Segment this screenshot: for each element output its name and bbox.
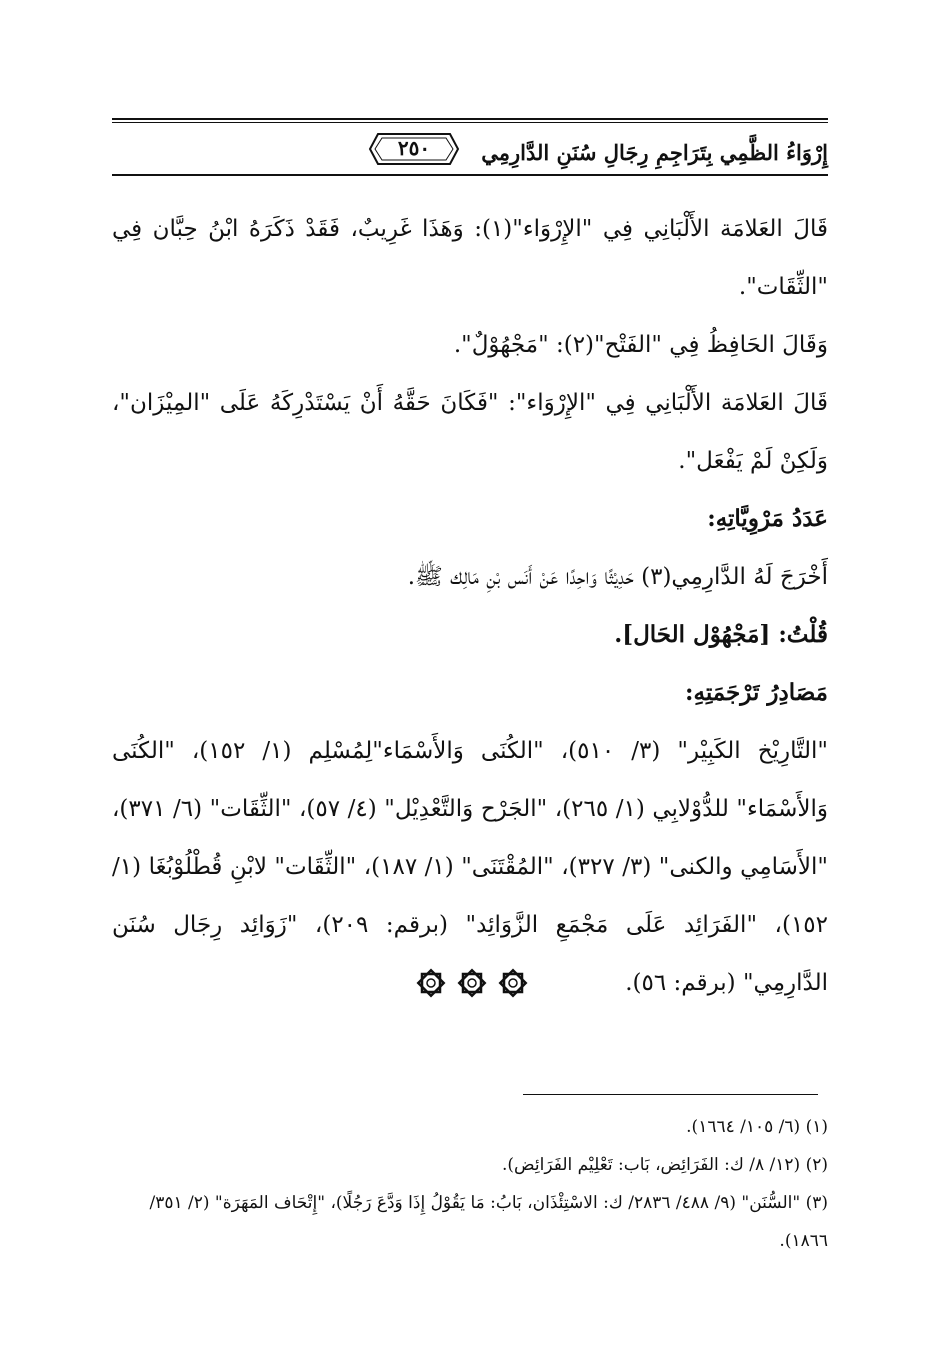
main-text <box>112 200 828 1012</box>
verdict-label: قُلْتُ: <box>778 621 828 648</box>
paragraph-hafiz-fath: وَقَالَ الحَافِظُ فِي "الفَتْح"(٢): "مَجْهُوْلٌ". <box>453 332 828 358</box>
paragraph-albani-quote: قَالَ العَلامَة الأَلْبَانِي فِي "الإِرْوَاء"(١): وَهَذَا غَرِيبٌ، فَقَدْ ذَكَرَهُ ابْنُ حِبَّان فِي "الثِّقَات". <box>112 216 828 300</box>
footnote-3: (٣) "السُّنَن" (٩/ ٤٨٨/ ٢٨٣٦/ ك: الاسْتِئْذَان، بَابُ: مَا يَقُوْلُ إِذَا وَدَّعَ رَجُلًا)، "إِتْحَاف المَهَرَة" (٢/ ٣٥١/ ١٨٦٦). <box>149 1193 828 1251</box>
footnote-2: (٢) (١٢/ ٨/ ك: الفَرَائِض، بَاب: تَعْلِيْم الفَرَائِض). <box>502 1155 828 1175</box>
footnote-1: (١) (٦/ ١٠٥/ ١٦٦٤). <box>686 1117 828 1137</box>
page-number: ٢٥٠ <box>397 136 431 160</box>
eight-point-star-icon <box>498 968 528 998</box>
page-header <box>112 118 828 180</box>
book-title: إِرْوَاءُ الظَّمِي بِتَرَاجِمِ رِجَالِ سُنَنِ الدَّارِمِي <box>481 140 828 165</box>
header-bottom-rule <box>112 174 828 176</box>
section-divider <box>0 968 944 1002</box>
header-top-rule <box>112 118 828 120</box>
verdict-text: [مَجْهُوْل الحَال]. <box>614 621 771 648</box>
header-top-rule-thin <box>112 122 828 123</box>
page-number-badge <box>368 132 460 166</box>
footnote-separator <box>523 1094 818 1095</box>
eight-point-star-icon <box>416 968 446 998</box>
footnotes <box>112 1108 828 1260</box>
paragraph-verdict <box>112 606 828 664</box>
paragraph-darimi-narration: أَخْرَجَ لَهُ الدَّارِمِي(٣) حَدِيْثًا وَاحِدًا عَنْ أَنَس بْنِ مَالِك ﷺ. <box>407 564 828 590</box>
eight-point-star-icon <box>457 968 487 998</box>
paragraph-albani-mizan: قَالَ العَلامَة الأَلْبَانِي فِي "الإِرْوَاء": "فَكَانَ حَقَّهُ أَنْ يَسْتَدْرِكَهُ عَلَى "المِيْزَان"، وَلَكِنْ لَمْ يَفْعَل". <box>112 390 828 474</box>
heading-biography-sources: مَصَادِرُ تَرْجَمَتِهِ: <box>685 679 828 706</box>
paragraph-sources-list: "التَّارِيْخ الكَبِيْر" (٣/ ٥١٠)، "الكُنَى وَالأَسْمَاء"لِمُسْلِم (١/ ١٥٢)، "الكُنَى وَالأَسْمَاء" للدُّوْلابِي (١/ ٢٦٥)، "الجَرْح وَالتَّعْدِيْل" (٤/ ٥٧)، "الثِّقَات" (٦/ ٣٧١)، "الأَسَامِي والكنى" (٣/ ٣٢٧)، "المُقْتَنَى" (١/ ١٨٧)، "الثِّقَات" لابْنِ قُطْلُوْبُغَا (١/ ١٥٢)، "الفَرَائِد عَلَى مَجْمَعِ الزَّوَائِد" (برقم: ٢٠٩)، "زَوَائِد رِجَال سُنَن الدَّارِمِي" (برقم: ٥٦). <box>112 738 829 996</box>
heading-narrations-count: عَدَدُ مَرْوِيَّاتِهِ: <box>707 505 828 532</box>
